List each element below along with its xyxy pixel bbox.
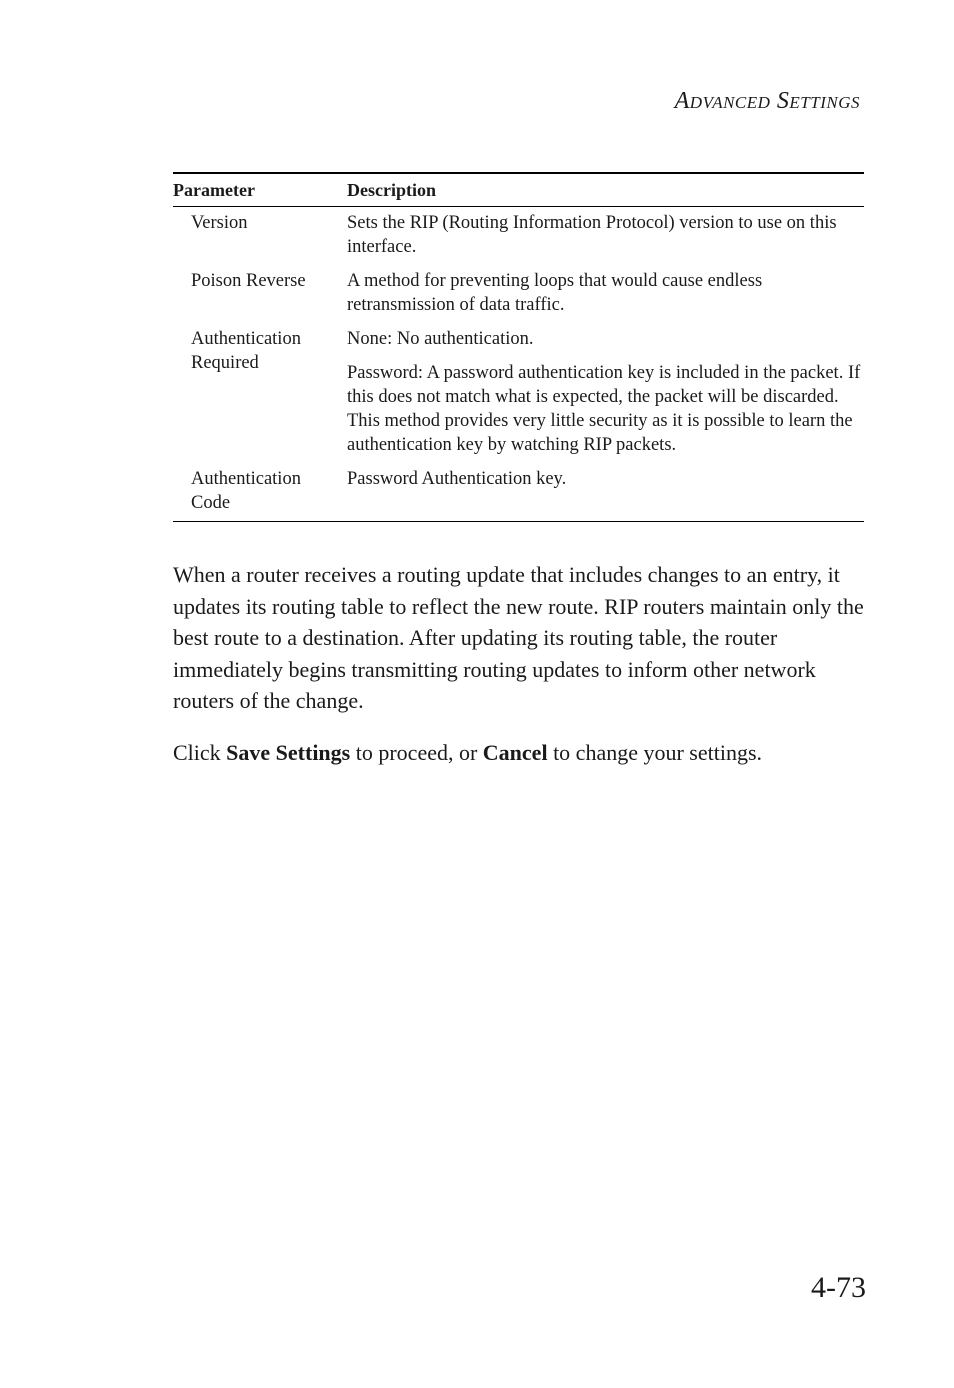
page-number: 4-73 xyxy=(811,1271,866,1304)
running-header: ADVANCED SETTINGS xyxy=(674,88,860,114)
cancel-reference: Cancel xyxy=(482,740,548,765)
parameter-cell: Poison Reverse xyxy=(191,271,306,291)
description-cell: Sets the RIP (Routing Information Protocol) version to use on this interface. xyxy=(347,213,837,257)
table-row xyxy=(173,463,864,522)
parameter-cell: Version xyxy=(191,213,248,233)
body-paragraph-instructions: Click Save Settings to proceed, or Cancel to change your settings. xyxy=(173,740,763,765)
column-header-description: Description xyxy=(347,173,864,207)
table-row xyxy=(173,265,864,323)
column-header-parameter: Parameter xyxy=(173,173,347,207)
body-paragraph-routing-update: When a router receives a routing update that includes changes to an entry, it updates its routing table to reflect the new route. RIP routers maintain only the best route to a destination. After updating its routing table, the router immediately begins transmitting routing updates to inform other network routers of the change. xyxy=(173,562,864,713)
table-row xyxy=(173,207,864,266)
description-cell: Password Authentication key. xyxy=(347,469,567,489)
description-cell: None: No authentication. Password: A password authentication key is included in the packet. If this does not match what is expected, the packet will be discarded. This method provides very little security as it is possible to learn the authentication key by watching RIP packets. xyxy=(347,329,861,455)
parameter-table xyxy=(173,172,864,522)
parameter-cell: Authentication Required xyxy=(191,329,301,373)
save-settings-reference: Save Settings xyxy=(226,740,351,765)
table-row xyxy=(173,323,864,463)
parameter-cell: Authentication Code xyxy=(191,469,301,513)
description-cell: A method for preventing loops that would cause endless retransmission of data traffic. xyxy=(347,271,763,315)
table-header-row xyxy=(173,173,864,207)
